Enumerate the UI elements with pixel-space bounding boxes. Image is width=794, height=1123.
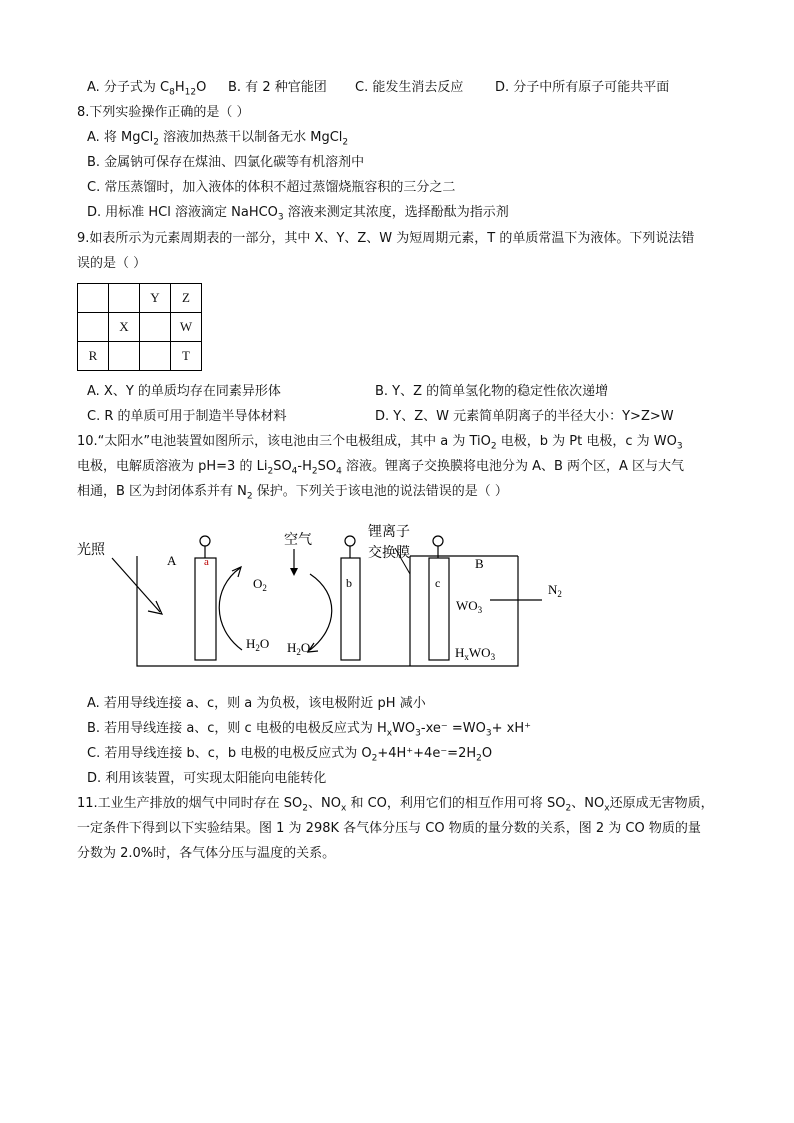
label-zone-a: A	[167, 553, 177, 568]
solar-water-battery-diagram	[0, 510, 794, 690]
pt-cell-w: W	[171, 313, 202, 342]
electrode-c	[429, 558, 449, 660]
b-cycle-arrow	[310, 574, 332, 650]
pt-cell	[109, 342, 140, 371]
pt-cell-r: R	[78, 342, 109, 371]
label-electrode-a: a	[204, 556, 209, 568]
q10-option-a: A. 若用导线连接 a、c，则 a 为负极，该电极附近 pH 减小	[87, 696, 426, 711]
pt-cell	[78, 284, 109, 313]
q8-stem: 8.下列实验操作正确的是（ ）	[77, 105, 250, 120]
q8-option-d: D. 用标准 HCl 溶液滴定 NaHCO$_3$ 溶液来测定其浓度，选择酚酞为指示剂	[87, 205, 509, 223]
label-electrode-b: b	[346, 576, 352, 590]
q10-option-d: D. 利用该装置，可实现太阳能向电能转化	[87, 771, 327, 786]
periodic-table-fragment	[77, 283, 202, 371]
q10-option-b: B. 若用导线连接 a、c，则 c 电极的电极反应式为 $H_xWO_3-xe^- =WO_3+ xH^+$	[87, 721, 531, 739]
label-membrane-line2: 交换膜	[368, 546, 410, 561]
terminal-b	[345, 536, 355, 546]
pt-cell	[140, 342, 171, 371]
q8-option-a: A. 将 MgCl$_2$ 溶液加热蒸干以制备无水 MgCl$_2$	[87, 130, 349, 148]
q9-option-c: C. R 的单质可用于制造半导体材料	[87, 409, 287, 424]
electrode-b	[341, 558, 360, 660]
label-membrane-line1: 锂离子	[368, 525, 410, 540]
light-ray	[112, 558, 160, 612]
q11-stem-line2: 一定条件下得到以下实验结果。图 1 为 298K 各气体分压与 CO 物质的量分数的关系，图 2 为 CO 物质的量	[77, 821, 701, 836]
pt-cell-y: Y	[140, 284, 171, 313]
o2-h2o-cycle-arrow	[219, 568, 242, 650]
label-hxwo3: $H_xWO_3$	[455, 645, 496, 662]
q10-stem-line2: 电极，电解质溶液为 pH=3 的 $Li_2SO_4-H_2SO_4$ 溶液。锂离子交换膜将电池分为 A、B 两个区，A 区与大气	[77, 459, 685, 477]
pt-cell	[109, 284, 140, 313]
q7-option-a: A. 分子式为 $C_8H_{12}O$	[87, 80, 207, 98]
label-n2: $N_2$	[548, 582, 562, 599]
label-h2o-2: $H_2O$	[287, 640, 311, 657]
label-h2o-1: $H_2O$	[246, 636, 270, 653]
pt-cell-t: T	[171, 342, 202, 371]
label-zone-b: B	[475, 556, 484, 571]
label-wo3: $WO_3$	[456, 598, 483, 615]
label-o2: $O_2$	[253, 576, 267, 593]
q10-option-c: C. 若用导线连接 b、c，b 电极的电极反应式为 $O_2+4H^++4e^-=2H_2O$	[87, 746, 493, 764]
q11-stem-line1: 11.工业生产排放的烟气中同时存在 $SO_2$、$NO_x$ 和 CO，利用它们的相互作用可将 $SO_2$、$NO_x$还原成无害物质，	[77, 796, 714, 814]
pt-cell-z: Z	[171, 284, 202, 313]
q7-option-b: B. 有 2 种官能团	[228, 80, 327, 95]
q9-option-a: A. X、Y 的单质均存在同素异形体	[87, 384, 281, 399]
pt-cell-x: X	[109, 313, 140, 342]
q8-option-b: B. 金属钠可保存在煤油、四氯化碳等有机溶剂中	[87, 155, 365, 170]
q9-option-d: D. Y、Z、W 元素简单阴离子的半径大小：Y>Z>W	[375, 409, 674, 424]
q7-option-d: D. 分子中所有原子可能共平面	[495, 80, 670, 95]
label-electrode-c: c	[435, 576, 441, 590]
q8-option-c: C. 常压蒸馏时，加入液体的体积不超过蒸馏烧瓶容积的三分之二	[87, 180, 456, 195]
q7-option-c: C. 能发生消去反应	[355, 80, 464, 95]
q10-stem-line1: 10.“太阳水”电池装置如图所示，该电池由三个电极组成，其中 a 为 TiO$_2$ 电极，b 为 Pt 电极，c 为 $WO_3$	[77, 434, 683, 452]
terminal-c	[433, 536, 443, 546]
q9-option-b: B. Y、Z 的简单氢化物的稳定性依次递增	[375, 384, 609, 399]
pt-cell	[140, 313, 171, 342]
q11-stem-line3: 分数为 2.0%时，各气体分压与温度的关系。	[77, 846, 336, 861]
label-air: 空气	[284, 533, 312, 548]
label-light: 光照	[77, 543, 105, 558]
q10-stem-line3: 相通，B 区为封闭体系并有 $N_2$ 保护。下列关于该电池的说法错误的是（ ）	[77, 484, 508, 502]
q9-stem-line2: 误的是（ ）	[77, 256, 147, 271]
terminal-a	[200, 536, 210, 546]
pt-cell	[78, 313, 109, 342]
q9-stem-line1: 9.如表所示为元素周期表的一部分，其中 X、Y、Z、W 为短周期元素，T 的单质常温下为液体。下列说法错	[77, 231, 695, 246]
electrode-a	[195, 558, 216, 660]
